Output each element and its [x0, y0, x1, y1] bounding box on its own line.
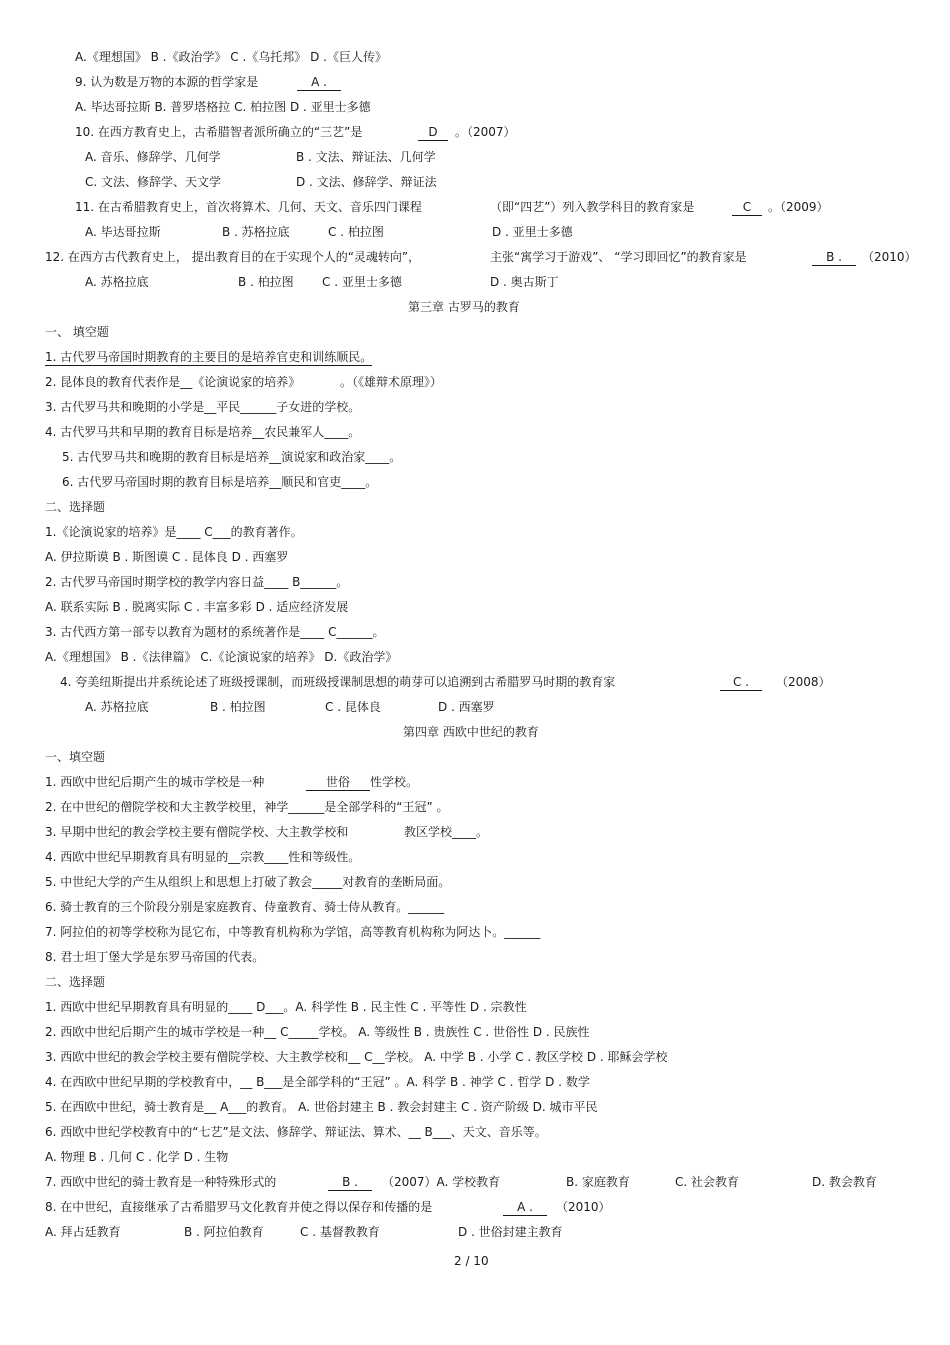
chapter-title: 第三章 古罗马的教育	[408, 300, 520, 314]
text-line: 3. 早期中世纪的教会学校主要有僧院学校、大主教学校和	[45, 825, 349, 839]
text-line: 2. 西欧中世纪后期产生的城市学校是一种__ C_____学校。 A. 等级性 B . 贵族性 C . 世俗性 D . 民族性	[45, 1025, 590, 1039]
text-line: （2007）A. 学校教育	[382, 1175, 501, 1189]
text-line: 。（《雄辩术原理》）	[340, 375, 443, 389]
text-line: 主张“寓学习于游戏”、 “学习即回忆”的教育家是	[490, 250, 747, 264]
section-heading: 二、选择题	[45, 500, 106, 514]
text-line: 1. 西欧中世纪后期产生的城市学校是一种	[45, 775, 265, 789]
answer-blank: B .	[812, 249, 856, 266]
text-line: 2. 在中世纪的僧院学校和大主教学校里，神学______是全部学科的“王冠” 。	[45, 800, 449, 814]
text-line: 4. 在西欧中世纪早期的学校教育中，__ B___是全部学科的“王冠” 。A. 科学 B . 神学 C . 哲学 D . 数学	[45, 1075, 590, 1089]
answer-blank: C	[732, 199, 762, 216]
text-line: D . 奥古斯丁	[490, 275, 559, 289]
text-line: 1.《论演说家的培养》是____ C___的教育著作。	[45, 525, 303, 539]
text-line: 2. 古代罗马帝国时期学校的教学内容日益____ B______。	[45, 575, 349, 589]
text-line: D . 世俗封建主教育	[458, 1225, 563, 1239]
text-line: 5. 在西欧中世纪，骑士教育是__ A___的教育。 A. 世俗封建主 B . 教会封建主 C . 资产阶级 D. 城市平民	[45, 1100, 598, 1114]
text-line: D . 亚里士多德	[492, 225, 573, 239]
text-line: A. 伊拉斯谟 B . 斯图谟 C . 昆体良 D . 西塞罗	[45, 550, 289, 564]
text-line: A. 毕达哥拉斯 B. 普罗塔格拉 C. 柏拉图 D . 亚里士多德	[75, 100, 371, 114]
section-heading: 一、填空题	[45, 750, 106, 764]
answer-blank: C .	[720, 674, 762, 691]
text-line: （2010）	[556, 1200, 611, 1214]
text-line: 3. 古代西方第一部专以教育为题材的系统著作是____ C______。	[45, 625, 385, 639]
text-line: A.《理想国》 B .《法律篇》 C.《论演说家的培养》 D.《政治学》	[45, 650, 398, 664]
text-line: C. 文法、修辞学、天文学	[85, 175, 222, 189]
chapter-title: 第四章 西欧中世纪的教育	[403, 725, 539, 739]
text-line: D . 文法、修辞学、辩证法	[296, 175, 437, 189]
text-line: D . 西塞罗	[438, 700, 495, 714]
text-line: A. 毕达哥拉斯	[85, 225, 161, 239]
text-line: A. 苏格拉底	[85, 275, 149, 289]
text-line: 9. 认为数是万物的本源的哲学家是	[75, 75, 259, 89]
text-line: 。（2009）	[768, 200, 829, 214]
text-line: （2008）	[776, 675, 831, 689]
text-line: 4. 古代罗马共和早期的教育目标是培养__农民兼军人____。	[45, 425, 361, 439]
text-line: 11. 在古希腊教育史上，首次将算术、几何、天文、音乐四门课程	[75, 200, 422, 214]
text-line: B . 柏拉图	[238, 275, 294, 289]
text-line: 6. 西欧中世纪学校教育中的“七艺”是文法、修辞学、辩证法、算术、__ B___、天文、音乐等。	[45, 1125, 547, 1139]
text-line: 2. 昆体良的教育代表作是__《论演说家的培养》	[45, 375, 301, 389]
text-line: （2010）	[862, 250, 917, 264]
text-line: C . 基督教教育	[300, 1225, 380, 1239]
text-line: 5. 中世纪大学的产生从组织上和思想上打破了教会_____对教育的垄断局面。	[45, 875, 451, 889]
text-line: C . 柏拉图	[328, 225, 384, 239]
text-line: 4. 夸美纽斯提出并系统论述了班级授课制，而班级授课制思想的萌芽可以追溯到古希腊罗马时期的教育家	[60, 675, 616, 689]
text-line: 1. 西欧中世纪早期教育具有明显的____ D___。A. 科学性 B . 民主性 C . 平等性 D . 宗教性	[45, 1000, 527, 1014]
text-line: 6. 古代罗马帝国时期的教育目标是培养__顺民和官吏____。	[62, 475, 378, 489]
text-line: 教区学校____。	[404, 825, 489, 839]
text-line: 。（2007）	[455, 125, 516, 139]
text-line: D. 教会教育	[812, 1175, 877, 1189]
text-line: A. 联系实际 B . 脱离实际 C . 丰富多彩 D . 适应经济发展	[45, 600, 349, 614]
text-line: 6. 骑士教育的三个阶段分别是家庭教育、侍童教育、骑士侍从教育。______	[45, 900, 445, 914]
text-line: B. 家庭教育	[566, 1175, 630, 1189]
text-line: 10. 在西方教育史上，古希腊智者派所确立的“三艺”是	[75, 125, 363, 139]
answer-blank: B .	[328, 1174, 372, 1191]
text-line: 4. 西欧中世纪早期教育具有明显的__宗教____性和等级性。	[45, 850, 361, 864]
text-line: A. 苏格拉底	[85, 700, 149, 714]
text-line: 8. 君士坦丁堡大学是东罗马帝国的代表。	[45, 950, 265, 964]
text-line: 7. 阿拉伯的初等学校称为昆它布，中等教育机构称为学馆，高等教育机构称为阿达卜。______	[45, 925, 541, 939]
text-line: 性学校。	[370, 775, 419, 789]
answer-blank: 世俗	[306, 774, 370, 791]
text-line: 8. 在中世纪，直接继承了古希腊罗马文化教育并使之得以保存和传播的是	[45, 1200, 433, 1214]
text-line: C . 亚里士多德	[322, 275, 402, 289]
page-number: 2 / 10	[454, 1254, 489, 1268]
text-line: A. 音乐、修辞学、几何学	[85, 150, 221, 164]
text-line: A.《理想国》 B .《政治学》 C .《乌托邦》 D .《巨人传》	[75, 50, 387, 64]
text-line: 5. 古代罗马共和晚期的教育目标是培养__演说家和政治家____。	[62, 450, 402, 464]
answer-blank: A .	[297, 74, 341, 91]
text-line: B . 柏拉图	[210, 700, 266, 714]
text-line: 1. 古代罗马帝国时期教育的主要目的是培养官吏和训练顺民。	[45, 350, 373, 364]
text-line: B . 阿拉伯教育	[184, 1225, 264, 1239]
text-line: （即“四艺”）列入教学科目的教育家是	[490, 200, 695, 214]
text-line: C . 昆体良	[325, 700, 381, 714]
text-line: 3. 西欧中世纪的教会学校主要有僧院学校、大主教学校和__ C__学校。 A. 中学 B . 小学 C . 教区学校 D . 耶稣会学校	[45, 1050, 668, 1064]
text-line: C. 社会教育	[675, 1175, 740, 1189]
text-line: A. 物理 B . 几何 C . 化学 D . 生物	[45, 1150, 229, 1164]
section-heading: 一、 填空题	[45, 325, 109, 339]
text-line: 3. 古代罗马共和晚期的小学是__平民______子女进的学校。	[45, 400, 361, 414]
section-heading: 二、选择题	[45, 975, 106, 989]
text-line: B . 苏格拉底	[222, 225, 290, 239]
text-line: A. 拜占廷教育	[45, 1225, 121, 1239]
text-line: B . 文法、辩证法、几何学	[296, 150, 436, 164]
answer-blank: D	[418, 124, 448, 141]
text-line: 7. 西欧中世纪的骑士教育是一种特殊形式的	[45, 1175, 277, 1189]
text-line: 12. 在西方古代教育史上， 提出教育目的在于实现个人的“灵魂转向”，	[45, 250, 421, 264]
answer-blank: A .	[503, 1199, 547, 1216]
